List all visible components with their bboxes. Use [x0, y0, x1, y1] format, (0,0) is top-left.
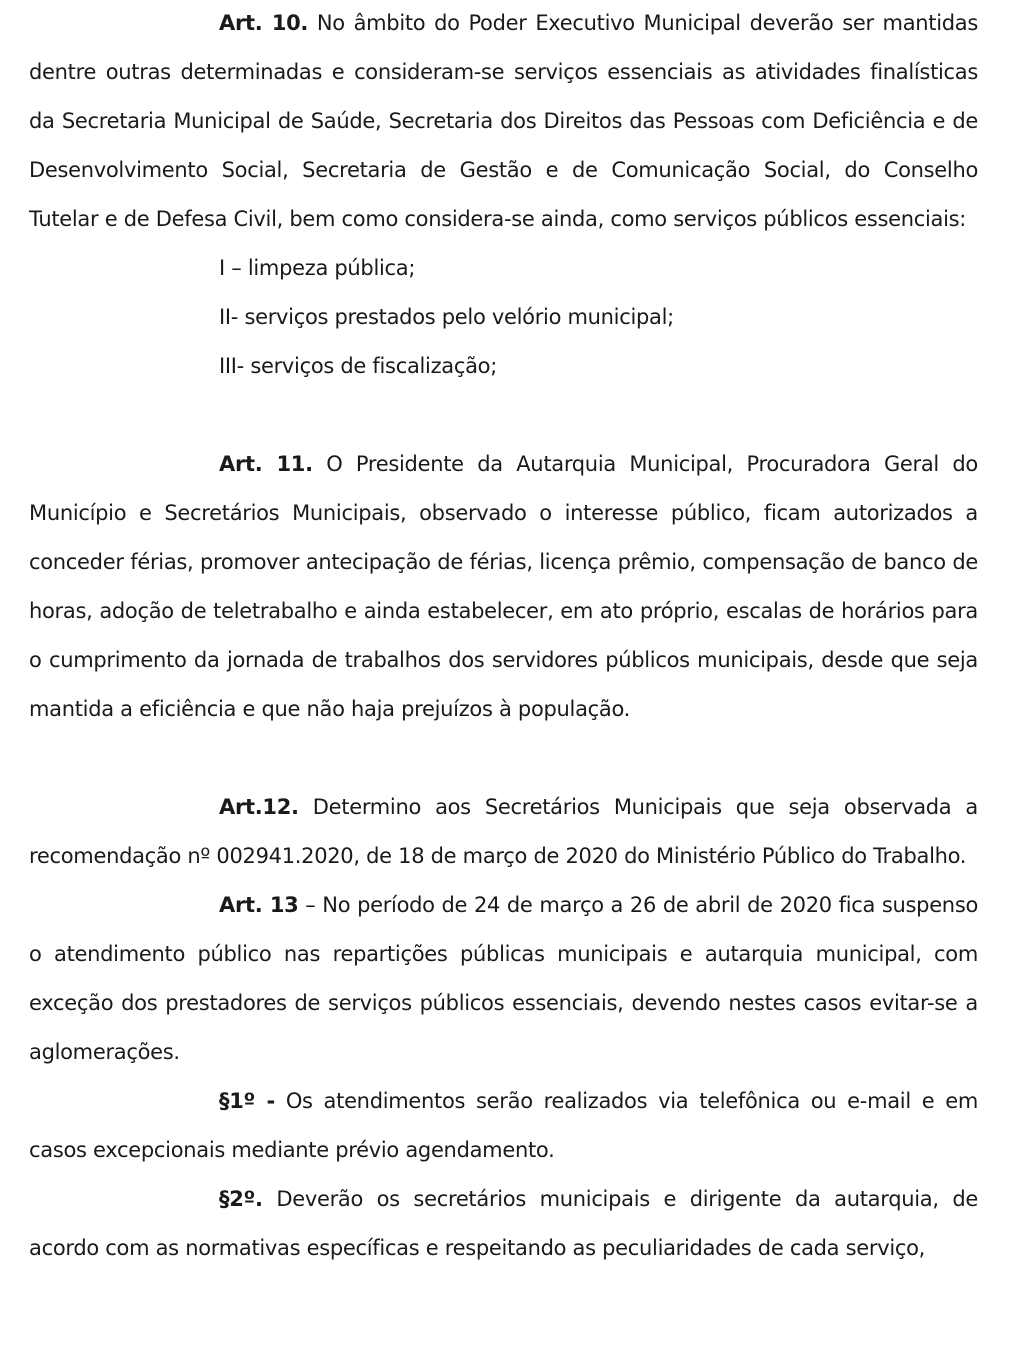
- paragraph-1-label: §1º -: [219, 1089, 275, 1113]
- article-12-label: Art.12.: [219, 795, 299, 819]
- article-12: [29, 783, 978, 881]
- article-11-label: Art. 11.: [219, 452, 313, 476]
- paragraph-2-label: §2º.: [219, 1187, 263, 1211]
- spacer: [29, 391, 978, 440]
- article-10-item-2: II- serviços prestados pelo velório municipal;: [219, 305, 674, 329]
- spacer: [29, 734, 978, 783]
- article-10-label: Art. 10.: [219, 11, 309, 35]
- paragraph-2-text: Deverão os secretários municipais e dirigente da autarquia, de acordo com as normativas específicas e respeitando as peculiaridades de cada serviço,: [29, 1187, 978, 1260]
- article-13-label: Art. 13: [219, 893, 299, 917]
- article-10-item-3: III- serviços de fiscalização;: [219, 354, 498, 378]
- article-11: [29, 440, 978, 734]
- document-page: [29, 0, 978, 1273]
- paragraph-1: [29, 1077, 978, 1175]
- article-11-text: O Presidente da Autarquia Municipal, Procuradora Geral do Município e Secretários Municipais, observado o interesse público, ficam autorizados a conceder férias, promover antecipação de férias, licença prêmio, compensação de banco de horas, adoção de teletrabalho e ainda estabelecer, em ato próprio, escalas de horários para o cumprimento da jornada de trabalhos dos servidores públicos municipais, desde que seja mantida a eficiência e que não haja prejuízos à população.: [29, 452, 978, 721]
- article-10-item-1: I – limpeza pública;: [219, 256, 416, 280]
- article-12-text: Determino aos Secretários Municipais que seja observada a recomendação nº 002941.2020, de 18 de março de 2020 do Ministério Público do Trabalho.: [29, 795, 978, 868]
- paragraph-2: [29, 1175, 978, 1273]
- article-13: [29, 881, 978, 1077]
- article-10-text: No âmbito do Poder Executivo Municipal deverão ser mantidas dentre outras determinadas e consideram-se serviços essenciais as atividades finalísticas da Secretaria Municipal de Saúde, Secretaria dos Direitos das Pessoas com Deficiência e de Desenvolvimento Social, Secretaria de Gestão e de Comunicação Social, do Conselho Tutelar e de Defesa Civil, bem como considera-se ainda, como serviços públicos essenciais:: [29, 11, 978, 231]
- article-13-text: – No período de 24 de março a 26 de abril de 2020 fica suspenso o atendimento público nas repartições públicas municipais e autarquia municipal, com exceção dos prestadores de serviços públicos essenciais, devendo nestes casos evitar-se a aglomerações.: [29, 893, 979, 1064]
- article-10: [29, 0, 978, 244]
- paragraph-1-text: Os atendimentos serão realizados via telefônica ou e-mail e em casos excepcionais mediante prévio agendamento.: [29, 1089, 978, 1162]
